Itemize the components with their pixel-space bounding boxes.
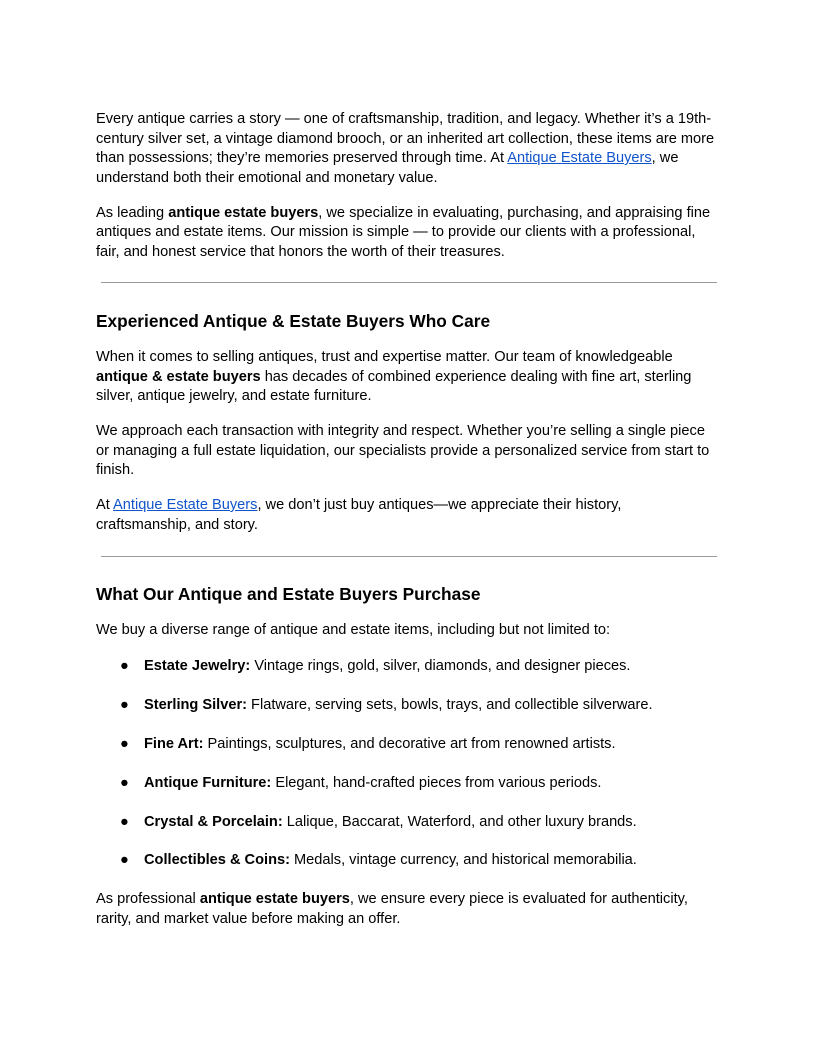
section-heading-experienced: Experienced Antique & Estate Buyers Who Care xyxy=(96,311,491,331)
intro-paragraph-1 xyxy=(96,110,720,188)
document-page xyxy=(96,110,720,945)
item-text: Elegant, hand-crafted pieces from various periods. xyxy=(271,774,602,791)
bullet-icon: ● xyxy=(120,735,129,752)
closing-post: , we ensure every piece is evaluated for authenticity, rarity, and market value before making an offer. xyxy=(96,891,688,927)
list-item xyxy=(96,735,720,755)
intro-p2-pre: As leading xyxy=(96,204,169,221)
list-item xyxy=(96,813,720,833)
list-item xyxy=(96,696,720,716)
bullet-icon: ● xyxy=(120,813,129,830)
section1-paragraph-3 xyxy=(96,496,720,535)
item-text: Flatware, serving sets, bowls, trays, and collectible silverware. xyxy=(247,696,653,713)
closing-bold: antique estate buyers xyxy=(199,891,350,908)
closing-pre: As professional xyxy=(96,891,200,908)
intro-paragraph-2 xyxy=(96,204,720,263)
item-text: Medals, vintage currency, and historical memorabilia. xyxy=(289,852,637,869)
s1-p3-post: , we don’t just buy antiques—we appreciate their history, craftsmanship, and story. xyxy=(96,497,622,533)
closing-paragraph xyxy=(96,890,720,929)
bullet-icon: ● xyxy=(120,774,129,791)
section-heading-purchase: What Our Antique and Estate Buyers Purchase xyxy=(96,584,481,604)
s1-p1-bold: antique & estate buyers xyxy=(96,368,261,385)
antique-estate-buyers-link-2[interactable]: Antique Estate Buyers xyxy=(113,497,258,513)
bullet-icon: ● xyxy=(120,658,129,674)
list-item xyxy=(96,657,720,677)
list-item xyxy=(96,774,720,794)
item-text: Lalique, Baccarat, Waterford, and other luxury brands. xyxy=(282,813,637,830)
intro-text-tail: , we understand both their emotional and monetary value. xyxy=(96,150,679,186)
section1-paragraph-2: We approach each transaction with integrity and respect. Whether you’re selling a single piece or managing a full estate liquidation, our specialists provide a personalized service from start to finish. xyxy=(96,423,710,478)
intro-p2-post: , we specialize in evaluating, purchasing, and appraising fine antiques and estate items. Our mission is simple — to provide our clients with a professional, fair, and honest service that honors the worth of their treasures. xyxy=(96,204,711,260)
item-label: Estate Jewelry: xyxy=(144,658,251,674)
horizontal-divider xyxy=(101,282,717,283)
antique-estate-buyers-link[interactable]: Antique Estate Buyers xyxy=(507,150,652,166)
s1-p3-pre: At xyxy=(96,497,114,513)
horizontal-divider-2 xyxy=(101,556,717,557)
s1-p1-pre: When it comes to selling antiques, trust and expertise matter. Our team of knowledgeable xyxy=(96,349,673,365)
purchase-items-list xyxy=(96,657,720,871)
bullet-icon: ● xyxy=(120,696,129,713)
item-label: Antique Furniture: xyxy=(144,774,272,791)
bullet-icon: ● xyxy=(120,852,129,869)
item-label: Fine Art: xyxy=(144,735,204,752)
intro-p2-bold: antique estate buyers xyxy=(168,204,319,221)
section2-intro: We buy a diverse range of antique and estate items, including but not limited to: xyxy=(96,622,611,638)
s1-p1-post: has decades of combined experience dealing with fine art, sterling silver, antique jewelry, and estate furniture. xyxy=(96,368,692,404)
item-label: Sterling Silver: xyxy=(144,696,247,713)
intro-text: Every antique carries a story — one of craftsmanship, tradition, and legacy. Whether it’s a 19th-century silver set, a vintage diamond brooch, or an inherited art collection, these items are more than possessions; they’re memories preserved through time. At xyxy=(96,111,715,166)
list-item xyxy=(96,851,720,871)
item-text: Vintage rings, gold, silver, diamonds, and designer pieces. xyxy=(250,658,631,674)
item-label: Collectibles & Coins: xyxy=(144,852,290,869)
item-label: Crystal & Porcelain: xyxy=(144,813,283,830)
section1-paragraph-1 xyxy=(96,348,720,407)
item-text: Paintings, sculptures, and decorative art from renowned artists. xyxy=(203,735,616,752)
